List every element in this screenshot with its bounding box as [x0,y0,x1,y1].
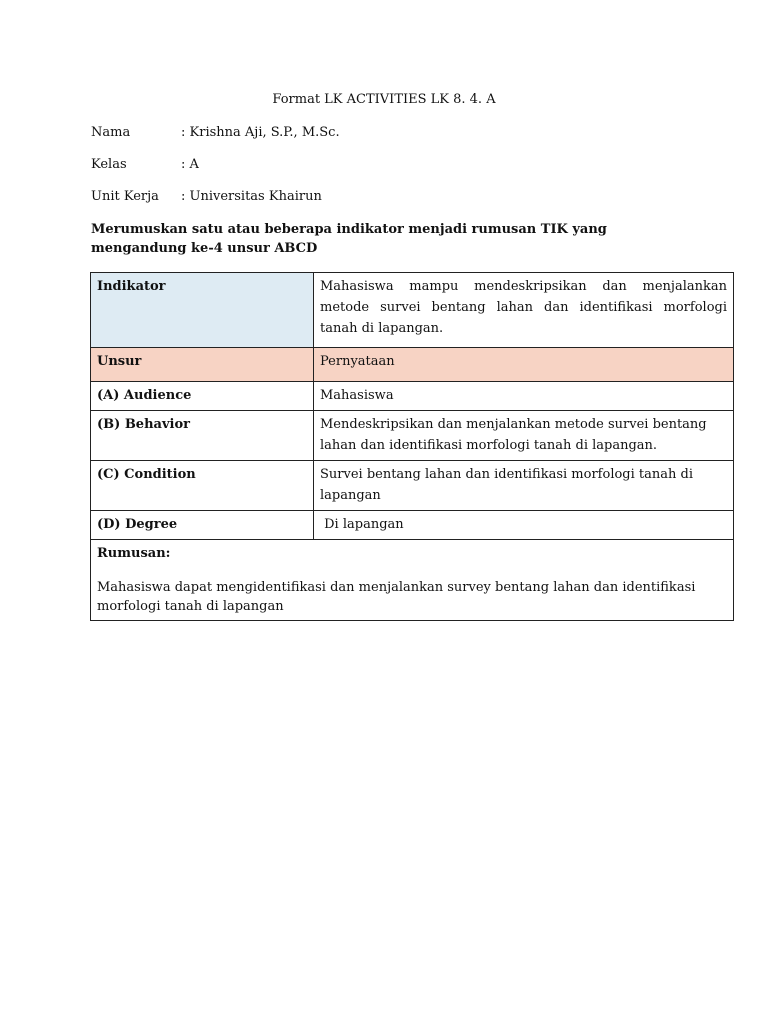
indikator-row [91,273,734,348]
page-title: Format LK ACTIVITIES LK 8. 4. A [272,92,496,107]
field-label-nama: Nama [91,125,131,140]
pernyataan-audience: Mahasiswa [314,382,734,411]
indikator-value: Mahasiswa mampu mendeskripsikan dan menjalankan metode survei bentang lahan dan identifikasi morfologi tanah di lapangan. [314,273,734,348]
unsur-condition: (C) Condition [91,461,314,511]
pernyataan-behavior: Mendeskripsikan dan menjalankan metode survei bentang lahan dan identifikasi morfologi tanah di lapangan. [314,411,734,461]
field-value-nama: : Krishna Aji, S.P., M.Sc. [181,125,340,140]
table-row [91,461,734,511]
table-header-row [91,348,734,382]
header-pernyataan: Pernyataan [314,348,734,382]
rumusan-text: Mahasiswa dapat mengidentifikasi dan menjalankan survey bentang lahan dan identifikasi morfologi tanah di lapangan [97,580,696,614]
rumusan-row [91,540,734,621]
pernyataan-degree: Di lapangan [314,511,734,540]
field-value-kelas: : A [181,157,199,172]
instruction-text: Merumuskan satu atau beberapa indikator menjadi rumusan TIK yang mengandung ke-4 unsur ABCD [91,222,607,256]
unsur-degree: (D) Degree [91,511,314,540]
header-unsur: Unsur [91,348,314,382]
field-label-kelas: Kelas [91,157,127,172]
table-row [91,511,734,540]
table-row [91,382,734,411]
unsur-behavior: (B) Behavior [91,411,314,461]
table-row [91,411,734,461]
tik-table [90,272,734,621]
field-label-unit-kerja: Unit Kerja [91,189,159,204]
field-value-unit-kerja: : Universitas Khairun [181,189,322,204]
rumusan-label: Rumusan: [97,546,171,561]
unsur-audience: (A) Audience [91,382,314,411]
rumusan-cell [91,540,734,621]
indikator-label: Indikator [91,273,314,348]
pernyataan-condition: Survei bentang lahan dan identifikasi morfologi tanah di lapangan [314,461,734,511]
